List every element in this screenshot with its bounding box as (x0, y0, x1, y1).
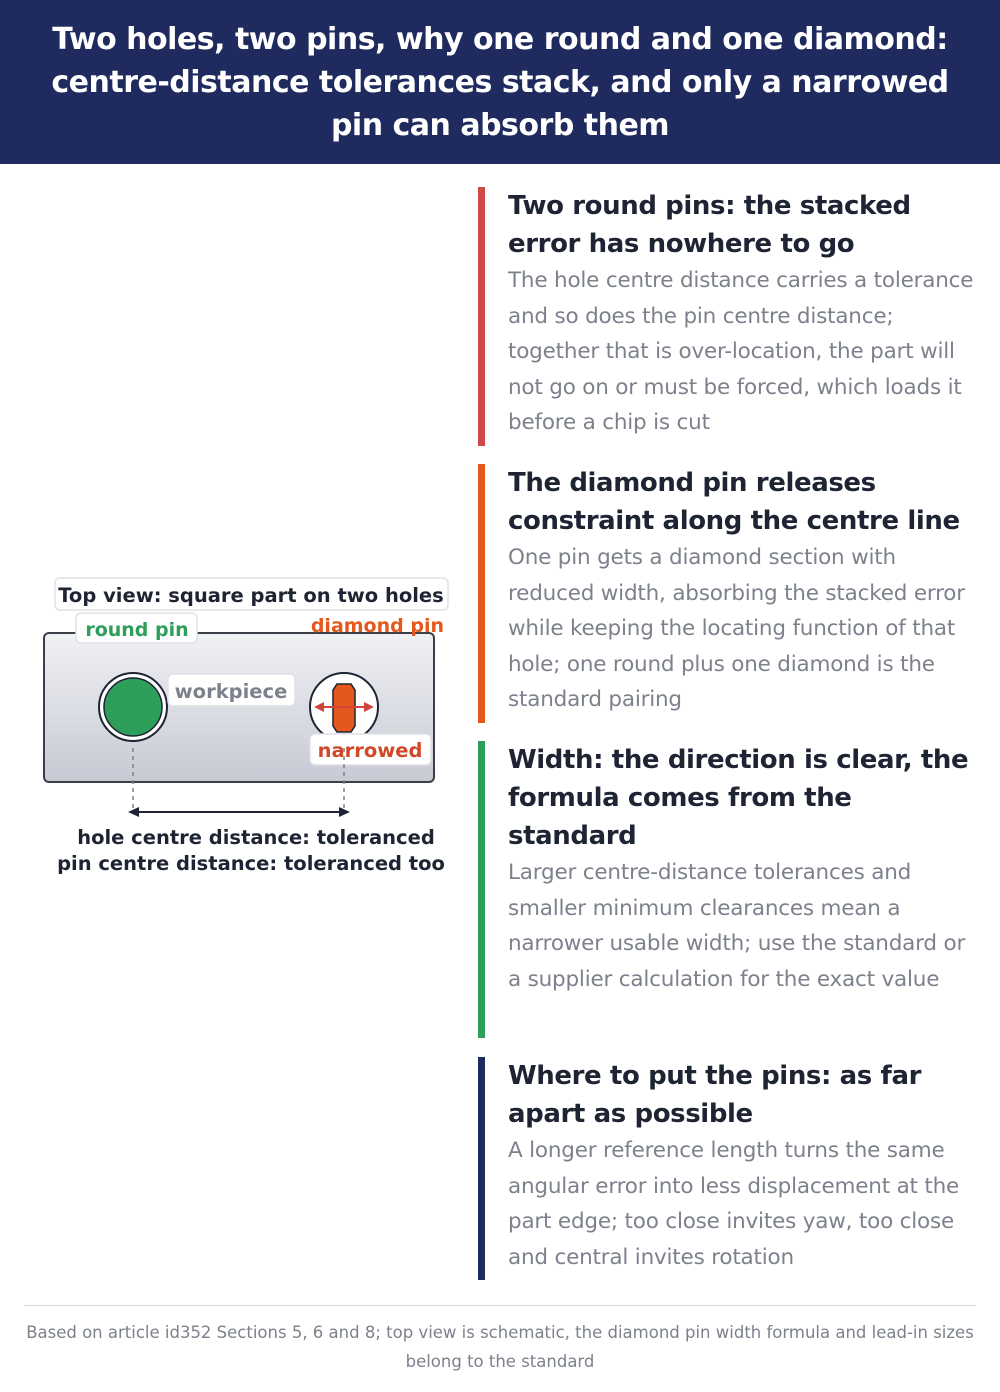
page-title: Two holes, two pins, why one round and one diamond: centre-distance tolerances stack, and only a narrowed pin can absorb them (51, 21, 949, 143)
narrowed-label: narrowed (317, 739, 423, 762)
title-banner (0, 0, 1000, 164)
workpiece-label: workpiece (174, 680, 288, 703)
round-pin (104, 678, 162, 736)
dimension-line (128, 807, 350, 817)
section-heading: Width: the direction is clear, the formula comes from the standard (508, 745, 969, 851)
section-body: One pin gets a diamond section with reduced width, absorbing the stacked error while keeping the locating function of that hole; one round plus one diamond is the standard pairing (508, 545, 965, 712)
dimension-label-pins: pin centre distance: toleranced too (57, 852, 445, 875)
footer-divider (24, 1305, 976, 1306)
section-two-round-pins (478, 187, 978, 446)
section-body: The hole centre distance carries a tolerance and so does the pin centre distance; together that is over-location, the part will not go on or must be forced, which loads it before a chip is cut (508, 268, 974, 435)
section-body: A longer reference length turns the same angular error into less displacement at the part edge; too close invites yaw, too close and central invites rotation (508, 1138, 960, 1270)
section-heading: Where to put the pins: as far apart as possible (508, 1061, 922, 1129)
top-view-diagram (0, 165, 480, 1295)
section-diamond-pin (478, 464, 978, 723)
dimension-label-holes: hole centre distance: toleranced (77, 826, 435, 849)
diagram-caption: Top view: square part on two holes (58, 584, 444, 607)
round-pin-label: round pin (85, 619, 189, 641)
diamond-pin-label: diamond pin (310, 615, 444, 637)
footer-note: Based on article id352 Sections 5, 6 and 8; top view is schematic, the diamond pin width formula and lead-in sizes belong to the standard (26, 1323, 974, 1371)
section-heading: The diamond pin releases constraint along the centre line (508, 468, 960, 536)
section-pin-placement (478, 1057, 978, 1280)
section-heading: Two round pins: the stacked error has nowhere to go (508, 191, 911, 259)
section-body: Larger centre-distance tolerances and smaller minimum clearances mean a narrower usable width; use the standard or a supplier calculation for the exact value (508, 860, 966, 992)
diagram-svg (0, 165, 480, 1295)
section-width (478, 741, 978, 1038)
